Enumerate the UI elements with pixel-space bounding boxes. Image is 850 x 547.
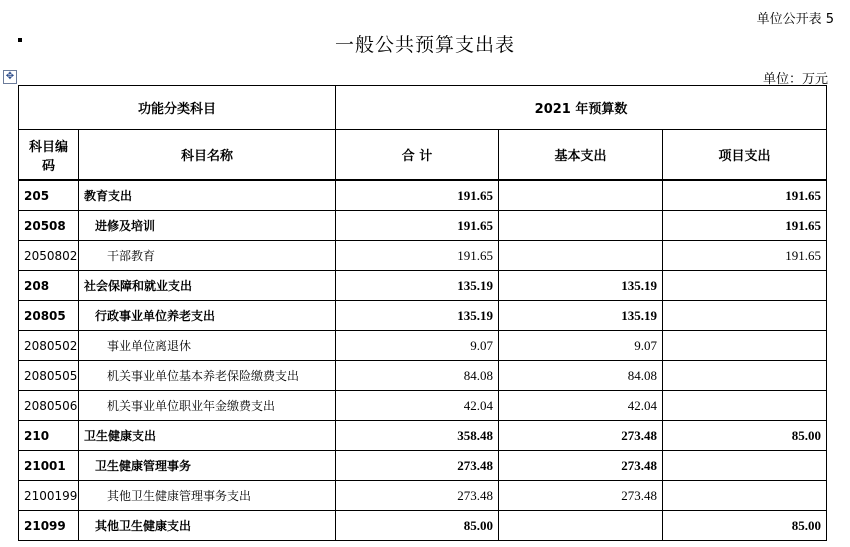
subject-name-header: 科目名称	[79, 130, 336, 181]
subject-name-cell: 卫生健康支出	[79, 421, 336, 451]
total-cell: 84.08	[336, 361, 499, 391]
subject-code-cell: 20805	[19, 301, 79, 331]
total-cell: 135.19	[336, 271, 499, 301]
basic-expenditure-cell: 135.19	[499, 301, 663, 331]
subject-name-cell: 干部教育	[79, 241, 336, 271]
subject-code-cell: 2080502	[19, 331, 79, 361]
total-cell: 191.65	[336, 241, 499, 271]
table-row	[19, 211, 827, 241]
project-expenditure-cell: 191.65	[663, 241, 827, 271]
subject-name-cell: 进修及培训	[79, 211, 336, 241]
subject-code-cell: 20508	[19, 211, 79, 241]
total-cell: 273.48	[336, 481, 499, 511]
subject-name-cell: 机关事业单位职业年金缴费支出	[79, 391, 336, 421]
project-expenditure-cell	[663, 481, 827, 511]
table-row	[19, 391, 827, 421]
basic-expenditure-cell	[499, 211, 663, 241]
total-header: 合 计	[336, 130, 499, 181]
project-expenditure-cell	[663, 361, 827, 391]
total-cell: 42.04	[336, 391, 499, 421]
subject-code-cell: 205	[19, 180, 79, 211]
total-cell: 85.00	[336, 511, 499, 541]
project-expenditure-cell	[663, 391, 827, 421]
subject-code-cell: 2080506	[19, 391, 79, 421]
basic-expenditure-cell: 9.07	[499, 331, 663, 361]
subject-name-cell: 事业单位离退休	[79, 331, 336, 361]
table-row	[19, 421, 827, 451]
table-row	[19, 481, 827, 511]
table-row	[19, 361, 827, 391]
functional-category-header: 功能分类科目	[19, 86, 336, 130]
table-move-handle-icon[interactable]: ✥	[3, 70, 17, 84]
project-expenditure-cell: 85.00	[663, 421, 827, 451]
basic-expenditure-cell	[499, 511, 663, 541]
total-cell: 191.65	[336, 211, 499, 241]
table-row	[19, 180, 827, 211]
basic-expenditure-cell: 42.04	[499, 391, 663, 421]
project-expenditure-cell	[663, 271, 827, 301]
project-expenditure-header: 项目支出	[663, 130, 827, 181]
subject-name-cell: 其他卫生健康支出	[79, 511, 336, 541]
page-title: 一般公共预算支出表	[334, 34, 515, 56]
table-row	[19, 331, 827, 361]
basic-expenditure-header: 基本支出	[499, 130, 663, 181]
project-expenditure-cell: 85.00	[663, 511, 827, 541]
subject-code-cell: 210	[19, 421, 79, 451]
table-row	[19, 271, 827, 301]
basic-expenditure-cell: 84.08	[499, 361, 663, 391]
subject-code-cell: 21099	[19, 511, 79, 541]
basic-expenditure-cell: 273.48	[499, 451, 663, 481]
project-expenditure-cell	[663, 301, 827, 331]
subject-code-cell: 208	[19, 271, 79, 301]
total-cell: 273.48	[336, 451, 499, 481]
total-cell: 135.19	[336, 301, 499, 331]
subject-name-cell: 行政事业单位养老支出	[79, 301, 336, 331]
subject-code-cell: 21001	[19, 451, 79, 481]
total-cell: 358.48	[336, 421, 499, 451]
table-body	[19, 180, 827, 541]
subject-name-cell: 社会保障和就业支出	[79, 271, 336, 301]
project-expenditure-cell: 191.65	[663, 180, 827, 211]
subject-code-cell: 2100199	[19, 481, 79, 511]
project-expenditure-cell: 191.65	[663, 211, 827, 241]
total-cell: 191.65	[336, 180, 499, 211]
basic-expenditure-cell	[499, 241, 663, 271]
table-row	[19, 451, 827, 481]
code-header: 科目编码	[19, 130, 79, 181]
subject-name-cell: 机关事业单位基本养老保险缴费支出	[79, 361, 336, 391]
subject-code-cell: 2080505	[19, 361, 79, 391]
unit-label: 单位：万元	[762, 72, 828, 87]
basic-expenditure-cell	[499, 180, 663, 211]
subject-code-cell: 2050802	[19, 241, 79, 271]
basic-expenditure-cell: 273.48	[499, 481, 663, 511]
subject-name-cell: 其他卫生健康管理事务支出	[79, 481, 336, 511]
subject-name-cell: 卫生健康管理事务	[79, 451, 336, 481]
year-budget-header: 2021 年预算数	[336, 86, 827, 130]
table-row	[19, 301, 827, 331]
table-row	[19, 241, 827, 271]
table-row	[19, 511, 827, 541]
basic-expenditure-cell: 135.19	[499, 271, 663, 301]
project-expenditure-cell	[663, 331, 827, 361]
basic-expenditure-cell: 273.48	[499, 421, 663, 451]
budget-table	[18, 85, 827, 541]
subject-name-cell: 教育支出	[79, 180, 336, 211]
total-cell: 9.07	[336, 331, 499, 361]
project-expenditure-cell	[663, 451, 827, 481]
report-number-label: 单位公开表 5	[756, 12, 834, 27]
